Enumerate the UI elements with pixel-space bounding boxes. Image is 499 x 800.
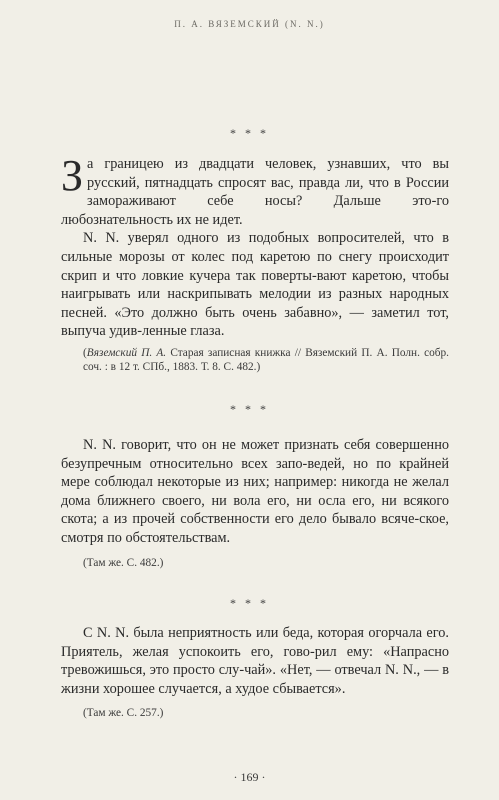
section-divider-3: * * * [230, 596, 269, 610]
source-rest: Старая записная книжка // Вяземский П. А. Полн. собр. соч. : в 12 т. СПб., 1883. Т. 8. С. 482.) [83, 346, 450, 374]
section-2 [61, 436, 449, 570]
source-citation-1: (Вяземский П. А. Старая записная книжка // Вяземский П. А. Полн. собр. соч. : в 12 т. СПб., 1883. Т. 8. С. 482.) [83, 346, 450, 374]
source-author: Вяземский П. А. [86, 346, 167, 359]
source-citation-3: (Там же. С. 257.) [83, 707, 164, 720]
paragraph-4: С N. N. была неприятность или беда, которая огорчала его. Приятель, желая успокоить его, гово-рил ему: «Напрасно тревожишься, это просто слу-чай». «Нет, — отвечал N. N., — в жизни хорошее случается, а худое сбывается». [61, 625, 449, 697]
paragraph-1 [61, 151, 449, 229]
source-citation-2: (Там же. С. 482.) [83, 556, 164, 569]
section-3 [61, 624, 449, 721]
paragraph-2: N. N. уверял одного из подобных вопросителей, что в сильные морозы от колес под каретою по снегу происходит скрип и что ловкие кучера так поверты-вают каретою, чтобы наигрывать или наскрипывать мелодии из разных народных песней. «Это должно быть очень забавно», — заметил тот, выпуча удив-ленные глаза. [61, 230, 449, 340]
section-1 [61, 151, 450, 375]
drop-cap: З [61, 151, 84, 200]
page-number: · 169 · [233, 770, 266, 784]
section-divider-2: * * * [230, 402, 269, 416]
paragraph-3: N. N. говорит, что он не может признать себя совершенно безупречным относительно всех запо-ведей, но по крайней мере соблюдал некоторые из них; например: никогда не желал дома ближнего своего, ни вола его, ни осла его, ни всякого скота; а из прочей собственности его дело бывало всяче-ское, смотря по обстоятельствам. [61, 437, 449, 546]
running-header: П. А. ВЯЗЕМСКИЙ (N. N.) [174, 19, 325, 29]
section-divider-1: * * * [230, 126, 269, 140]
paragraph-1-text: а границею из двадцати человек, узнавших, что вы русский, пятнадцать спросят вас, правда ли, что в России замораживают себе носы? Дальше это-го любознательность их не идет. [61, 156, 449, 228]
